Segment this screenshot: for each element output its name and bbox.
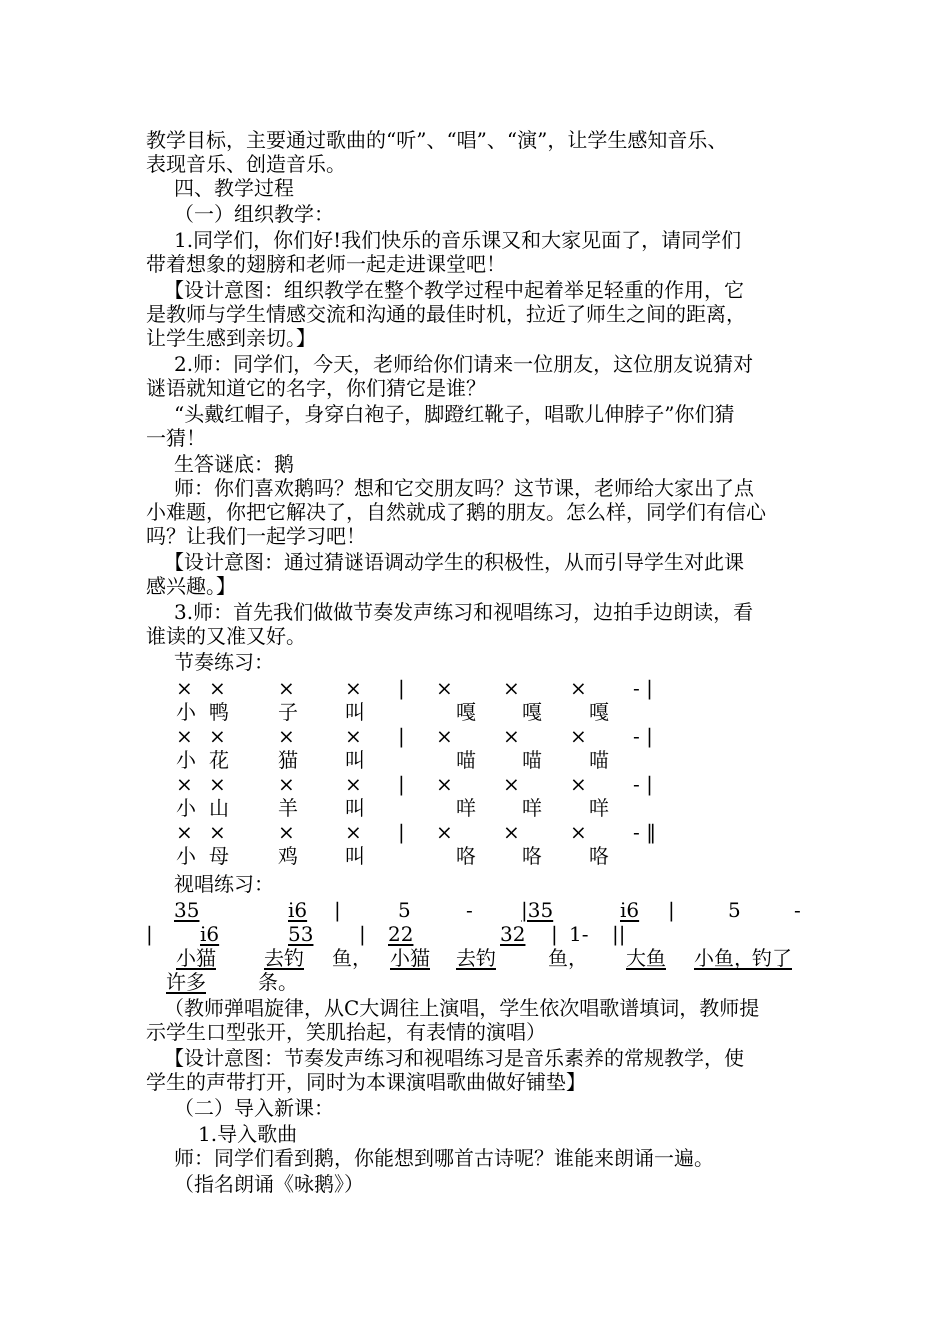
rhythm-x: × (436, 676, 453, 700)
rhythm-x: × (176, 724, 193, 748)
rhythm-x: × (209, 724, 226, 748)
rhythm-word: 小 (176, 700, 196, 724)
notation-group: 35 (174, 898, 200, 922)
rhythm-x: × (176, 820, 193, 844)
rhythm-word: 咯 (456, 844, 476, 868)
rhythm-word: 喵 (522, 748, 542, 772)
paragraph-line: 1.导入歌曲 (198, 1122, 298, 1146)
notation-group: 22 (388, 922, 414, 946)
rhythm-x: × (345, 676, 362, 700)
design-note: 【设计意图：节奏发声练习和视唱练习是音乐素养的常规教学，使 (164, 1046, 744, 1070)
rhythm-x: × (278, 772, 295, 796)
bar-line: | (668, 898, 675, 922)
design-note: 【设计意图：通过猜谜语调动学生的积极性，从而引导学生对此课 (164, 550, 744, 574)
rhythm-word: 喵 (589, 748, 609, 772)
rhythm-word: 咩 (589, 796, 609, 820)
notation-group: 32 (500, 922, 526, 946)
rhythm-word: 咩 (456, 796, 476, 820)
paragraph-line: 3.师：首先我们做做节奏发声练习和视唱练习，边拍手边朗读，看 (174, 600, 754, 624)
lyric-word: 鱼， (332, 946, 372, 970)
bar-line: | (398, 772, 405, 796)
notation-dash: - (794, 898, 801, 922)
subsection-heading: （二）导入新课： (174, 1096, 334, 1120)
rhythm-x: × (176, 676, 193, 700)
rhythm-word: 子 (278, 700, 298, 724)
rhythm-word: 喵 (456, 748, 476, 772)
rhythm-word: 叫 (345, 796, 365, 820)
rhythm-x: × (503, 724, 520, 748)
paragraph-line: （教师弹唱旋律，从C大调往上演唱，学生依次唱歌谱填词，教师提 (164, 996, 760, 1020)
lyric-word: 条。 (258, 970, 298, 994)
rhythm-word: 叫 (345, 748, 365, 772)
rhythm-x: × (209, 820, 226, 844)
paragraph-line: 1.同学们，你们好!我们快乐的音乐课又和大家见面了，请同学们 (174, 228, 742, 252)
bar-line: | (398, 676, 405, 700)
bar-line: | (398, 724, 405, 748)
rhythm-label: 节奏练习： (174, 650, 274, 674)
rhythm-x: × (209, 772, 226, 796)
design-note: 感兴趣。】 (146, 574, 236, 598)
rhythm-x: × (570, 772, 587, 796)
subsection-heading: （一）组织教学： (174, 202, 334, 226)
rhythm-word: 咯 (589, 844, 609, 868)
rhythm-word: 母 (209, 844, 229, 868)
lyric-word: 小猫 (176, 946, 216, 970)
end-bar: - | (633, 724, 653, 748)
paragraph-line: 吗？让我们一起学习吧！ (146, 524, 366, 548)
rhythm-x: × (345, 724, 362, 748)
notation-group: 53 (288, 922, 314, 946)
design-note: 让学生感到亲切。】 (146, 326, 316, 350)
notation-note: 5 (398, 898, 411, 922)
rhythm-x: × (570, 820, 587, 844)
answer-line: 生答谜底：鹅 (174, 452, 294, 476)
rhythm-word: 咩 (522, 796, 542, 820)
paragraph-line: 小难题，你把它解决了，自然就成了鹅的朋友。怎么样，同学们有信心 (146, 500, 766, 524)
notation-group: i6 (620, 898, 640, 922)
notation-dash: - (466, 898, 473, 922)
rhythm-word: 鸡 (278, 844, 298, 868)
rhythm-word: 小 (176, 844, 196, 868)
rhythm-x: × (570, 724, 587, 748)
bar-line: | (146, 922, 153, 946)
paragraph-line: （指名朗诵《咏鹅》） (174, 1172, 364, 1196)
notation-note: 5 (728, 898, 741, 922)
design-note: 【设计意图：组织教学在整个教学过程中起着举足轻重的作用，它 (164, 278, 744, 302)
lyric-word: 小猫 (390, 946, 430, 970)
rhythm-word: 叫 (345, 844, 365, 868)
rhythm-word: 花 (209, 748, 229, 772)
rhythm-word: 猫 (278, 748, 298, 772)
paragraph-line: 教学目标，主要通过歌曲的“听”、“唱”、“演”，让学生感知音乐、 (146, 128, 728, 152)
notation-group: i6 (200, 922, 220, 946)
section-heading: 四、教学过程 (174, 176, 294, 200)
design-note: 学生的声带打开，同时为本课演唱歌曲做好铺垫】 (146, 1070, 586, 1094)
rhythm-x: × (436, 820, 453, 844)
paragraph-line: 师：同学们看到鹅，你能想到哪首古诗呢？谁能来朗诵一遍。 (174, 1146, 714, 1170)
rhythm-x: × (436, 724, 453, 748)
paragraph-line: 带着想象的翅膀和老师一起走进课堂吧！ (146, 252, 506, 276)
final-bar: || (612, 922, 626, 946)
rhythm-x: × (278, 676, 295, 700)
design-note: 是教师与学生情感交流和沟通的最佳时机，拉近了师生之间的距离， (146, 302, 746, 326)
lyric-word: 大鱼 (626, 946, 666, 970)
solfege-label: 视唱练习： (174, 872, 274, 896)
rhythm-x: × (570, 676, 587, 700)
rhythm-word: 山 (209, 796, 229, 820)
rhythm-word: 咯 (522, 844, 542, 868)
rhythm-word: 鸭 (209, 700, 229, 724)
final-bar: - ‖ (633, 820, 657, 844)
notation-group: i6 (288, 898, 308, 922)
lyric-word: 去钓 (264, 946, 304, 970)
end-bar: - | (633, 772, 653, 796)
lyric-word: 许多 (166, 970, 206, 994)
lyric-word: 去钓 (456, 946, 496, 970)
paragraph-line: 表现音乐、创造音乐。 (146, 152, 346, 176)
riddle-line: 一猜！ (146, 426, 206, 450)
notation-group: |35 (521, 898, 554, 922)
rhythm-x: × (176, 772, 193, 796)
lyric-word: 钓了 (752, 946, 792, 970)
riddle-line: “头戴红帽子，身穿白袍子，脚蹬红靴子，唱歌儿伸脖子”你们猜 (174, 402, 735, 426)
notation-note: 1- (569, 922, 589, 946)
lyric-word: 鱼， (548, 946, 588, 970)
rhythm-word: 嘎 (589, 700, 609, 724)
rhythm-x: × (209, 676, 226, 700)
rhythm-word: 嘎 (522, 700, 542, 724)
bar-line: | (334, 898, 341, 922)
rhythm-word: 小 (176, 796, 196, 820)
paragraph-line: 谜语就知道它的名字，你们猜它是谁？ (146, 376, 486, 400)
rhythm-x: × (503, 772, 520, 796)
rhythm-x: × (503, 820, 520, 844)
bar-line: | (398, 820, 405, 844)
rhythm-x: × (345, 772, 362, 796)
rhythm-x: × (436, 772, 453, 796)
end-bar: - | (633, 676, 653, 700)
rhythm-word: 嘎 (456, 700, 476, 724)
rhythm-x: × (278, 820, 295, 844)
rhythm-x: × (503, 676, 520, 700)
bar-line: | (551, 922, 558, 946)
paragraph-line: 示学生口型张开，笑肌抬起，有表情的演唱） (146, 1020, 546, 1044)
paragraph-line: 2.师：同学们，今天，老师给你们请来一位朋友，这位朋友说猜对 (174, 352, 754, 376)
bar-line: | (359, 922, 366, 946)
rhythm-word: 小 (176, 748, 196, 772)
rhythm-word: 羊 (278, 796, 298, 820)
rhythm-x: × (345, 820, 362, 844)
paragraph-line: 师：你们喜欢鹅吗？想和它交朋友吗？这节课，老师给大家出了点 (174, 476, 754, 500)
rhythm-word: 叫 (345, 700, 365, 724)
paragraph-line: 谁读的又准又好。 (146, 624, 306, 648)
lyric-word: 小鱼， (694, 946, 754, 970)
rhythm-x: × (278, 724, 295, 748)
